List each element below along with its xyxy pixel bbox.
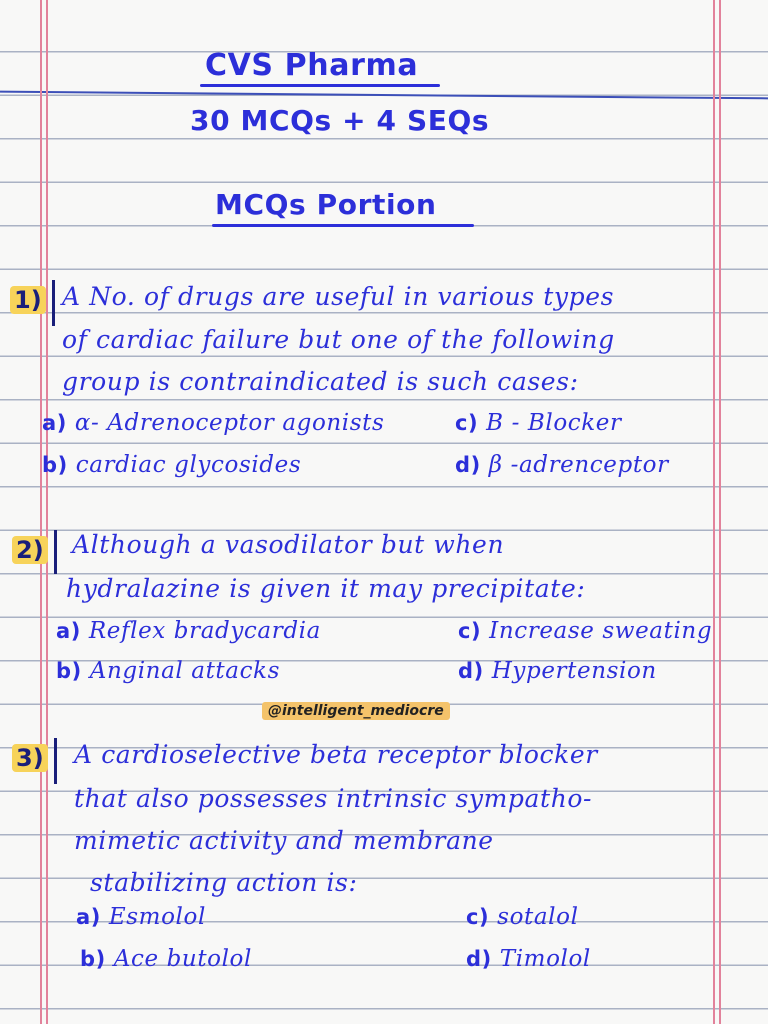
question-1-option-d bbox=[455, 452, 669, 478]
option-label: c) bbox=[458, 619, 482, 643]
question-3-option-d bbox=[466, 946, 591, 972]
right-margin-line bbox=[713, 0, 715, 1024]
question-3-option-b bbox=[80, 946, 252, 972]
question-3-option-a bbox=[76, 904, 206, 930]
question-number-1: 1) bbox=[10, 286, 46, 314]
question-marker-1 bbox=[52, 280, 55, 326]
option-text: sotalol bbox=[497, 904, 579, 930]
question-number-3: 3) bbox=[12, 744, 48, 772]
option-label: a) bbox=[76, 905, 101, 929]
section-underline bbox=[212, 224, 474, 227]
question-2-option-a bbox=[56, 618, 321, 644]
question-2-option-c bbox=[458, 618, 712, 644]
page-subtitle: 30 MCQs + 4 SEQs bbox=[190, 104, 490, 137]
option-label: d) bbox=[455, 453, 481, 477]
option-label: b) bbox=[56, 659, 82, 683]
option-label: d) bbox=[458, 659, 484, 683]
question-3-line-3: mimetic activity and membrane bbox=[74, 826, 494, 855]
option-text: Increase sweating bbox=[489, 618, 713, 644]
question-1-line-2: of cardiac failure but one of the following bbox=[62, 325, 615, 354]
option-text: Anginal attacks bbox=[89, 658, 280, 684]
question-2-line-2: hydralazine is given it may precipitate: bbox=[66, 574, 586, 603]
option-label: b) bbox=[80, 947, 106, 971]
question-1-line-1: A No. of drugs are useful in various types bbox=[62, 282, 615, 311]
option-text: Esmolol bbox=[108, 904, 206, 930]
title-underline bbox=[200, 84, 440, 87]
option-label: a) bbox=[42, 411, 67, 435]
option-label: a) bbox=[56, 619, 81, 643]
option-label: c) bbox=[455, 411, 479, 435]
option-text: Ace butolol bbox=[113, 946, 252, 972]
question-2-option-d bbox=[458, 658, 657, 684]
question-2-option-b bbox=[56, 658, 280, 684]
question-3-option-c bbox=[466, 904, 579, 930]
question-1-line-3: group is contraindicated is such cases: bbox=[62, 367, 579, 396]
option-text: Hypertension bbox=[491, 658, 657, 684]
question-1-option-b bbox=[42, 452, 301, 478]
question-3-line-4: stabilizing action is: bbox=[90, 868, 358, 897]
header-rule bbox=[0, 91, 768, 100]
question-1-option-c bbox=[455, 410, 622, 436]
question-2-line-1: Although a vasodilator but when bbox=[72, 530, 505, 559]
option-label: b) bbox=[42, 453, 68, 477]
option-label: d) bbox=[466, 947, 492, 971]
right-margin-line-2 bbox=[719, 0, 721, 1024]
section-heading: MCQs Portion bbox=[215, 188, 437, 221]
question-3-line-1: A cardioselective beta receptor blocker bbox=[74, 740, 598, 769]
question-marker-3 bbox=[54, 738, 57, 784]
option-text: B - Blocker bbox=[486, 410, 622, 436]
watermark-handle: @intelligent_mediocre bbox=[262, 702, 450, 720]
question-marker-2 bbox=[54, 530, 57, 574]
page-title: CVS Pharma bbox=[205, 48, 419, 83]
option-text: Reflex bradycardia bbox=[88, 618, 321, 644]
left-margin-line bbox=[40, 0, 42, 1024]
question-number-2: 2) bbox=[12, 536, 48, 564]
option-text: Timolol bbox=[499, 946, 591, 972]
question-1-option-a bbox=[42, 410, 384, 436]
option-text: β -adrenceptor bbox=[488, 452, 669, 478]
question-3-line-2: that also possesses intrinsic sympatho- bbox=[74, 784, 593, 813]
option-text: cardiac glycosides bbox=[75, 452, 302, 478]
option-text: α- Adrenoceptor agonists bbox=[74, 410, 385, 436]
left-margin-line-2 bbox=[46, 0, 48, 1024]
option-label: c) bbox=[466, 905, 490, 929]
